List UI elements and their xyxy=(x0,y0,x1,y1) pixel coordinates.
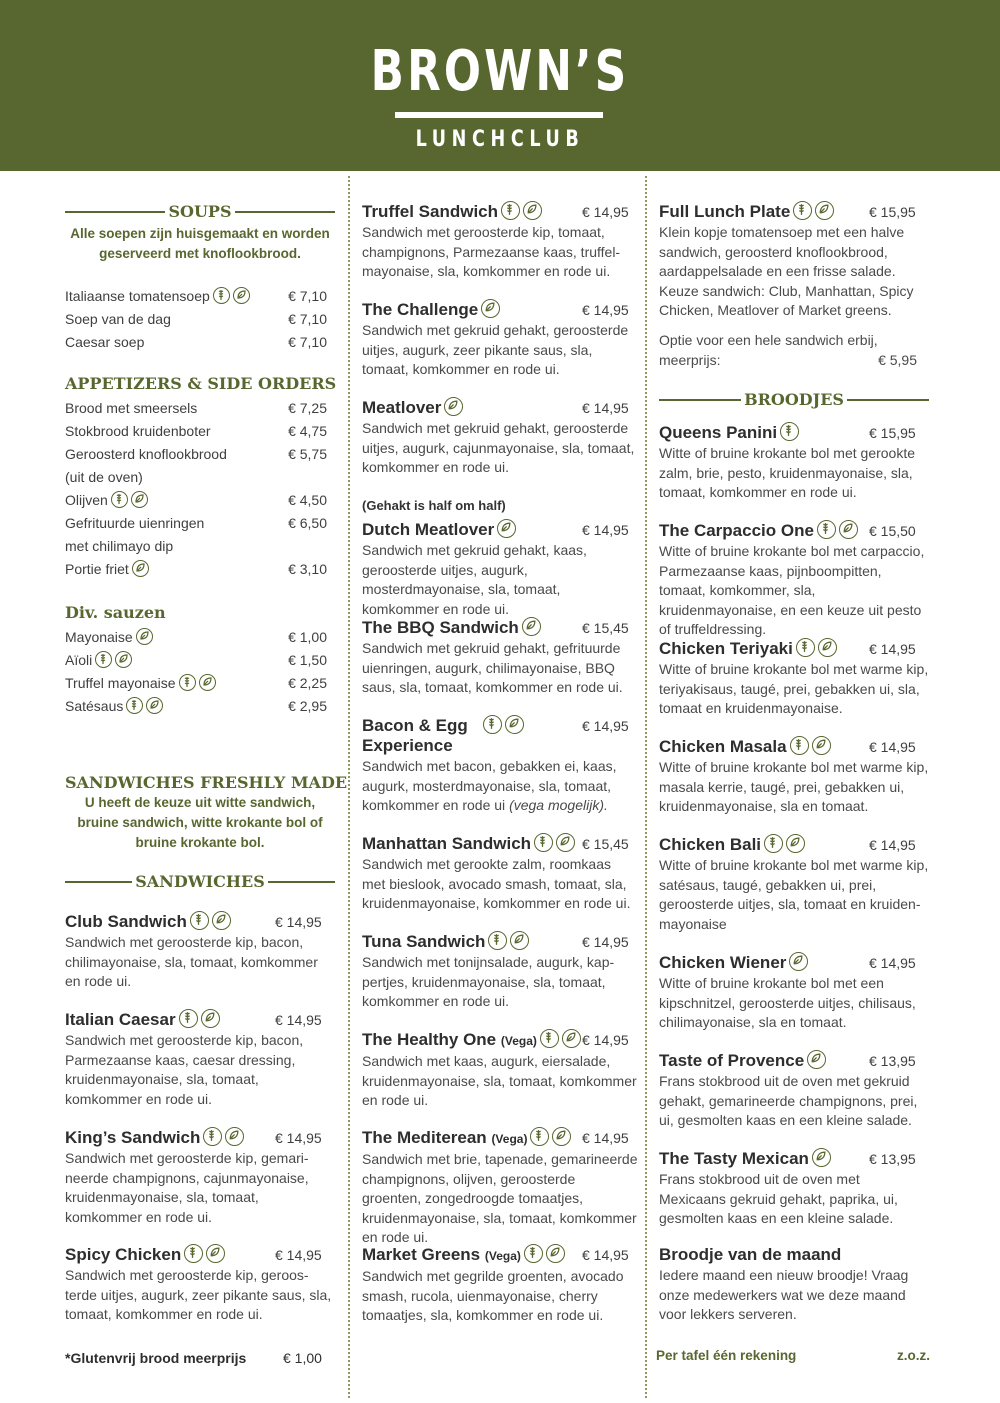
leaf-icon xyxy=(546,1244,565,1263)
menu-item: Italian Caesar € 14,95 Sandwich met geroosterde kip, bacon, Parmezaanse kaas, caesar dressing, kruidenmayonaise, sla, tomaat, komkommer en rode ui. xyxy=(65,1010,322,1107)
wheat-icon xyxy=(184,1244,203,1263)
leaf-icon xyxy=(522,617,541,636)
option-line: meerprijs: € 5,95 xyxy=(659,352,917,368)
leaf-icon xyxy=(146,697,163,714)
wheat-icon xyxy=(796,638,815,657)
menu-row: met chilimayo dip xyxy=(65,538,174,554)
menu-item: Meatlover € 14,95 Sandwich met gekruid gehakt, geroosterde uitjes, augurk, cajunmayonaise, sla, tomaat, komkommer en rode ui. xyxy=(362,398,635,476)
wheat-icon xyxy=(817,520,836,539)
brand-logo-bar xyxy=(395,112,603,118)
leaf-icon xyxy=(789,952,808,971)
menu-item: Dutch Meatlover € 14,95 Sandwich met gekruid gehakt, kaas, geroosterde uitjes, augurk, mosterdmayonaise, sla, tomaat, komkommer en rode ui. xyxy=(362,520,629,617)
leaf-icon xyxy=(556,833,575,852)
leaf-icon xyxy=(212,911,231,930)
wheat-icon xyxy=(780,422,799,441)
leaf-icon xyxy=(201,1009,220,1028)
leaf-icon xyxy=(505,715,524,734)
gluten-free-note: *Glutenvrij brood meerprijs xyxy=(65,1350,247,1366)
wheat-icon xyxy=(793,201,812,220)
leaf-icon xyxy=(812,736,831,755)
leaf-icon xyxy=(562,1029,581,1048)
header-banner xyxy=(0,0,1000,171)
menu-item: Chicken Wiener € 14,95 Witte of bruine krokante bol met een kipschnitzel, geroosterde uitjes, chilisaus, chilimayonaise, sla en tomaat. xyxy=(659,953,916,1031)
menu-item: Chicken Masala € 14,95 Witte of bruine krokante bol met warme kip, masala kerrie, taugé, prei, gebakken ui, kruidenmayonaise, sla en tomaat. xyxy=(659,737,929,815)
leaf-icon xyxy=(839,520,858,539)
leaf-icon xyxy=(444,397,463,416)
wheat-icon xyxy=(213,287,230,304)
menu-row: Satésaus € 2,95 xyxy=(65,698,327,714)
leaf-icon xyxy=(115,651,132,668)
menu-row: (uit de oven) xyxy=(65,469,143,485)
menu-item: The BBQ Sandwich € 15,45 Sandwich met gekruid gehakt, gefrituurde uienringen, augurk, chilimayonaise, BBQ saus, sla, tomaat, komkommer en rode ui. xyxy=(362,618,629,696)
menu-row: Geroosterd knoflookbrood € 5,75 xyxy=(65,446,327,462)
gluten-free-price: € 1,00 xyxy=(283,1350,322,1366)
wheat-icon xyxy=(179,674,196,691)
wheat-icon xyxy=(790,736,809,755)
wheat-icon xyxy=(488,931,507,950)
leaf-icon xyxy=(786,834,805,853)
menu-item: Tuna Sandwich € 14,95 Sandwich met tonijnsalade, augurk, kap-pertjes, kruidenmayonaise, sla, tomaat, komkommer en rode ui. xyxy=(362,932,629,1010)
menu-row: Gefrituurde uienringen € 6,50 xyxy=(65,515,327,531)
column-divider xyxy=(645,176,647,1398)
leaf-icon xyxy=(812,1148,831,1167)
leaf-icon xyxy=(132,560,149,577)
menu-item: Queens Panini € 15,95 Witte of bruine krokante bol met gerookte zalm, brie, pesto, kruidenmayonaise, sla, tomaat, komkommer en rode ui. xyxy=(659,423,916,501)
leaf-icon xyxy=(481,299,500,318)
menu-item: Spicy Chicken € 14,95 Sandwich met geroosterde kip, geroos-terde uitjes, augurk, zeer pikante saus, sla, tomaat, komkommer en rode ui. xyxy=(65,1245,332,1323)
leaf-icon xyxy=(233,287,250,304)
menu-item: The Tasty Mexican € 13,95 Frans stokbrood uit de oven met Mexicaans gekruid gehakt, paprika, ui, gesmolten kaas en een kleine salade. xyxy=(659,1149,916,1227)
menu-row: Truffel mayonaise € 2,25 xyxy=(65,675,327,691)
menu-row: Brood met smeersels € 7,25 xyxy=(65,400,327,416)
leaf-icon xyxy=(552,1127,571,1146)
sandwiches-heading: SANDWICHES xyxy=(65,872,335,892)
leaf-icon xyxy=(131,491,148,508)
menu-item: Market Greens (Vega) € 14,95 Sandwich met gegrilde groenten, avocado smash, rucola, uienmayonaise, cherry tomaatjes, sla, komkommer en rode ui. xyxy=(362,1245,629,1324)
leaf-icon xyxy=(818,638,837,657)
menu-row: Caesar soep € 7,10 xyxy=(65,334,327,350)
menu-item: The Healthy One (Vega) € 14,95 Sandwich met kaas, augurk, eiersalade, kruidenmayonaise, sla, tomaat, komkommer en rode ui. xyxy=(362,1030,637,1109)
leaf-icon xyxy=(815,201,834,220)
menu-item: Manhattan Sandwich € 15,45 Sandwich met gerookte zalm, roomkaas met bieslook, avocado smash, tomaat, sla, kruidenmayonaise, komkommer en rode ui. xyxy=(362,834,631,912)
brand-logo-title: BROWN’S xyxy=(370,39,630,104)
leaf-icon xyxy=(497,519,516,538)
menu-item: The Challenge € 14,95 Sandwich met gekruid gehakt, geroosterde uitjes, augurk, zeer pikante saus, sla, tomaat, komkommer en rode ui. xyxy=(362,300,629,378)
leaf-icon xyxy=(523,201,542,220)
wheat-icon xyxy=(483,715,502,734)
leaf-icon xyxy=(807,1050,826,1069)
wheat-icon xyxy=(126,697,143,714)
wheat-icon xyxy=(203,1127,222,1146)
wheat-icon xyxy=(764,834,783,853)
column-divider xyxy=(348,176,350,1398)
wheat-icon xyxy=(95,651,112,668)
leaf-icon xyxy=(510,931,529,950)
option-line: Optie voor een hele sandwich erbij, xyxy=(659,332,878,348)
wheat-icon xyxy=(111,491,128,508)
menu-item: Taste of Provence € 13,95 Frans stokbrood uit de oven met gekruid gehakt, gemarineerde champignons, prei, ui, gesmolten kaas en een kleine salade. xyxy=(659,1051,918,1129)
menu-row: Mayonaise € 1,00 xyxy=(65,629,327,645)
wheat-icon xyxy=(501,201,520,220)
sauces-heading: Div. sauzen xyxy=(65,603,166,622)
menu-item: The Mediterean (Vega) € 14,95 Sandwich met brie, tapenade, gemarineerde champignons, olijven, geroosterde groenten, zongedroogde tomaatjes, kruidenmayonaise, sla, tomaat, komkommer en rode ui. xyxy=(362,1128,638,1246)
soups-heading: SOUPS xyxy=(65,202,335,222)
menu-row: Soep van de dag € 7,10 xyxy=(65,311,327,327)
menu-row: Stokbrood kruidenboter € 4,75 xyxy=(65,423,327,439)
leaf-icon xyxy=(199,674,216,691)
gehakt-note: (Gehakt is half om half) xyxy=(362,498,506,513)
leaf-icon xyxy=(136,628,153,645)
brand-logo-subtitle: LUNCHCLUB xyxy=(415,127,585,152)
menu-item: Truffel Sandwich € 14,95 Sandwich met geroosterde kip, tomaat, champignons, Parmezaanse kaas, truffel-mayonaise, sla, komkommer en rode ui. xyxy=(362,202,629,280)
leaf-icon xyxy=(225,1127,244,1146)
wheat-icon xyxy=(530,1127,549,1146)
leaf-icon xyxy=(206,1244,225,1263)
menu-row: Olijven € 4,50 xyxy=(65,492,327,508)
wheat-icon xyxy=(534,833,553,852)
middle-column xyxy=(362,171,638,1403)
left-column xyxy=(65,171,348,1403)
sandwiches-note: U heeft de keuze uit witte sandwich, bruine sandwich, witte krokante bol of bruine krokante bol. xyxy=(77,795,323,850)
wheat-icon xyxy=(179,1009,198,1028)
menu-item: Chicken Bali € 14,95 Witte of bruine krokante bol met warme kip, satésaus, taugé, gebakken ui, prei, geroosterde uitjes, sla, tomaat en kruiden-mayonaise xyxy=(659,835,929,932)
sandwiches-freshly-heading: SANDWICHES FRESHLY MADE xyxy=(65,773,348,792)
menu-item: Bacon & Egg Experience € 14,95 Sandwich met bacon, gebakken ei, kaas, augurk, mosterdmayonaise, sla, tomaat, komkommer en rode ui (vega mogelijk). xyxy=(362,716,629,814)
menu-item: Broodje van de maand Iedere maand een nieuw broodje! Vraag onze medewerkers wat we deze maand voor lekkers serveren. xyxy=(659,1245,909,1323)
appetizers-heading: APPETIZERS & SIDE ORDERS xyxy=(65,374,337,393)
menu-item: King’s Sandwich € 14,95 Sandwich met geroosterde kip, gemari-neerde champignons, cajunmayonaise, kruidenmayonaise, sla, tomaat, komkommer en rode ui. xyxy=(65,1128,322,1225)
broodjes-heading: BROODJES xyxy=(659,390,929,410)
zoz-note: z.o.z. xyxy=(897,1348,930,1363)
menu-item: Full Lunch Plate € 15,95 Klein kopje tomatensoep met een halve sandwich, geroosterd knoflookbrood, aardappelsalade en een frisse salade. Keuze sandwich: Club, Manhattan, Spicy Chicken, Meatlover of Market greens. xyxy=(659,202,916,319)
soups-note: Alle soepen zijn huisgemaakt en worden geserveerd met knoflookbrood. xyxy=(70,226,330,261)
menu-row: Italiaanse tomatensoep € 7,10 xyxy=(65,288,327,304)
right-column xyxy=(656,171,930,1403)
menu-item: Chicken Teriyaki € 14,95 Witte of bruine krokante bol met warme kip, teriyakisaus, taugé, prei, gebakken ui, sla, tomaat en kruidenmayonaise. xyxy=(659,639,929,717)
menu-item: The Carpaccio One € 15,50 Witte of bruine krokante bol met carpaccio, Parmezaanse kaas, pijnboompitten, tomaat, komkommer, sla, kruidenmayonaise, en een keuze uit pesto of truffeldressing. xyxy=(659,521,925,638)
menu-item: Club Sandwich € 14,95 Sandwich met geroosterde kip, bacon, chilimayonaise, sla, tomaat, komkommer en rode ui. xyxy=(65,912,322,990)
wheat-icon xyxy=(540,1029,559,1048)
per-table-note: Per tafel één rekening xyxy=(656,1348,797,1363)
menu-row: Aïoli € 1,50 xyxy=(65,652,327,668)
wheat-icon xyxy=(190,911,209,930)
wheat-icon xyxy=(524,1244,543,1263)
menu-row: Portie friet € 3,10 xyxy=(65,561,327,577)
